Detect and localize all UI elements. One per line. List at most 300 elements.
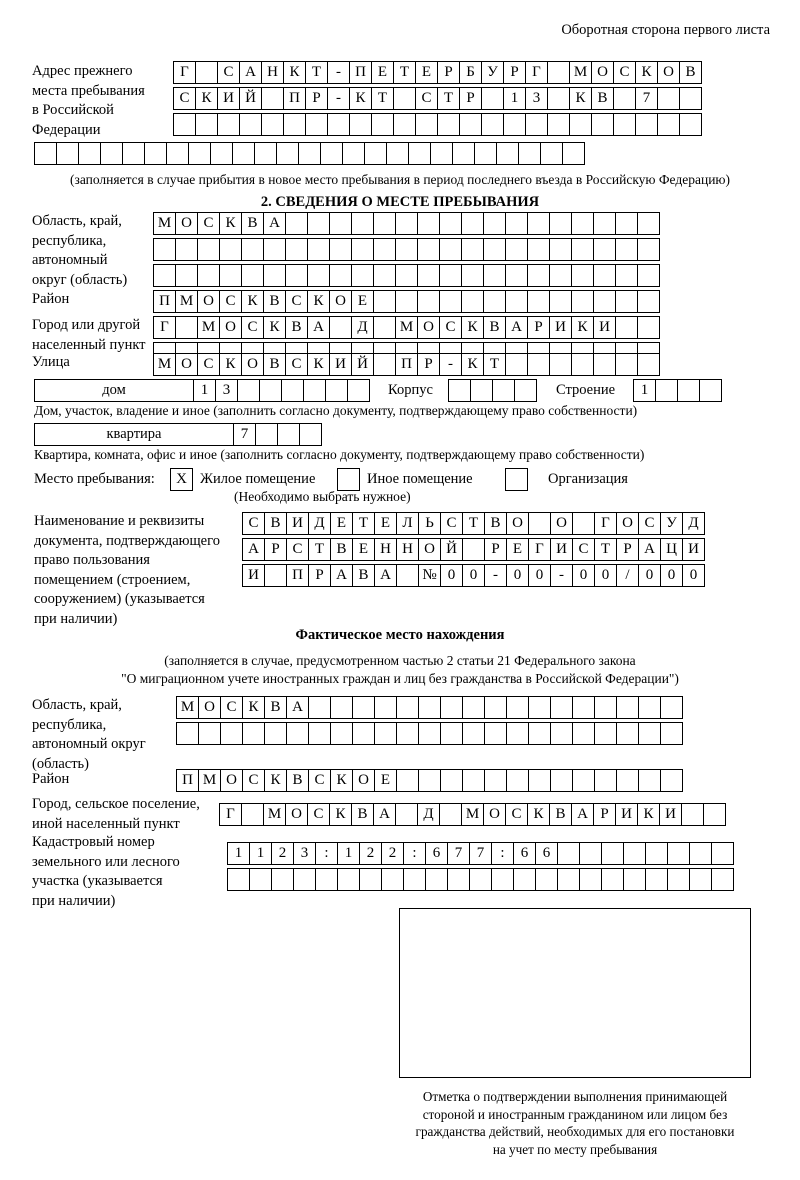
cadastral-cell[interactable]: 3 (293, 842, 316, 865)
prev-address-cell[interactable]: 3 (525, 87, 548, 110)
actual-region-cell[interactable] (506, 696, 529, 719)
actual-district-cell[interactable]: О (220, 769, 243, 792)
city-cell[interactable]: К (571, 316, 594, 339)
region-cell[interactable] (263, 238, 286, 261)
cadastral-cell[interactable] (535, 868, 558, 891)
region-cell[interactable] (593, 238, 616, 261)
actual-region-cell[interactable] (616, 696, 639, 719)
prev-address-cell[interactable] (430, 142, 453, 165)
street-cell[interactable]: Й (351, 353, 374, 376)
city-cell[interactable]: Г (153, 316, 176, 339)
cadastral-cell[interactable]: 1 (337, 842, 360, 865)
prev-address-cell[interactable]: Й (239, 87, 262, 110)
prev-address-cell[interactable] (503, 113, 526, 136)
street-cell[interactable]: М (153, 353, 176, 376)
document-cell[interactable]: Й (440, 538, 463, 561)
cadastral-cell[interactable]: 7 (469, 842, 492, 865)
actual-city-cell[interactable] (681, 803, 704, 826)
prev-address-cell[interactable] (283, 113, 306, 136)
region-cell[interactable] (549, 212, 572, 235)
prev-address-cell[interactable] (481, 87, 504, 110)
cadastral-cell[interactable] (271, 868, 294, 891)
cadastral-cell[interactable] (557, 842, 580, 865)
actual-city-cell[interactable]: К (527, 803, 550, 826)
actual-city-cell[interactable]: С (307, 803, 330, 826)
district-cell[interactable] (461, 290, 484, 313)
document-cell[interactable]: № (418, 564, 441, 587)
actual-region-cell[interactable]: О (198, 696, 221, 719)
place-type-option-1-box[interactable]: Х (170, 468, 193, 491)
cadastral-row-2[interactable] (227, 868, 733, 891)
prev-address-cell[interactable] (496, 142, 519, 165)
prev-address-cell[interactable]: Г (525, 61, 548, 84)
street-cell[interactable]: Т (483, 353, 506, 376)
actual-city-cell[interactable]: А (571, 803, 594, 826)
document-cell[interactable]: 0 (462, 564, 485, 587)
region-cell[interactable] (593, 264, 616, 287)
prev-address-cell[interactable] (408, 142, 431, 165)
prev-address-row-1[interactable] (173, 61, 701, 84)
house-cell[interactable]: 1 (193, 379, 216, 402)
actual-city-cell[interactable]: С (505, 803, 528, 826)
document-cell[interactable]: И (682, 538, 705, 561)
region-cell[interactable] (307, 212, 330, 235)
prev-address-cell[interactable] (657, 87, 680, 110)
document-cell[interactable]: Т (594, 538, 617, 561)
korpus-cell[interactable] (448, 379, 471, 402)
cadastral-cell[interactable] (579, 842, 602, 865)
prev-address-cell[interactable] (386, 142, 409, 165)
actual-district-cell[interactable] (594, 769, 617, 792)
actual-district-cell[interactable] (550, 769, 573, 792)
region-cell[interactable] (483, 238, 506, 261)
actual-region-cell[interactable] (572, 696, 595, 719)
street-row[interactable] (153, 353, 659, 376)
actual-region-cell[interactable] (374, 696, 397, 719)
prev-address-cell[interactable]: С (217, 61, 240, 84)
document-cell[interactable]: 0 (594, 564, 617, 587)
stroenie-cell[interactable] (677, 379, 700, 402)
cadastral-cell[interactable] (227, 868, 250, 891)
document-cell[interactable] (264, 564, 287, 587)
stamp-box[interactable] (399, 908, 751, 1078)
region-cell[interactable]: О (175, 212, 198, 235)
prev-address-cell[interactable] (261, 113, 284, 136)
cadastral-cell[interactable]: 1 (249, 842, 272, 865)
document-cell[interactable]: О (550, 512, 573, 535)
street-cell[interactable]: В (263, 353, 286, 376)
actual-region-cell[interactable] (352, 722, 375, 745)
cadastral-cell[interactable]: : (315, 842, 338, 865)
stroenie-cell[interactable] (655, 379, 678, 402)
prev-address-cell[interactable]: М (569, 61, 592, 84)
prev-address-cell[interactable] (613, 87, 636, 110)
street-cell[interactable]: - (439, 353, 462, 376)
prev-address-cell[interactable] (195, 61, 218, 84)
korpus-cell[interactable] (492, 379, 515, 402)
document-cell[interactable]: Е (330, 512, 353, 535)
document-cell[interactable]: Д (308, 512, 331, 535)
prev-address-cell[interactable] (239, 113, 262, 136)
region-cell[interactable] (439, 264, 462, 287)
actual-city-cell[interactable]: М (461, 803, 484, 826)
stroenie-cell[interactable] (699, 379, 722, 402)
cadastral-cell[interactable] (359, 868, 382, 891)
actual-city-cell[interactable]: К (329, 803, 352, 826)
actual-region-cell[interactable] (462, 696, 485, 719)
document-cell[interactable]: О (616, 512, 639, 535)
cadastral-cell[interactable]: 7 (447, 842, 470, 865)
cadastral-cell[interactable]: 6 (513, 842, 536, 865)
region-cell[interactable] (395, 264, 418, 287)
stroenie-digits[interactable] (633, 379, 721, 402)
district-cell[interactable]: Е (351, 290, 374, 313)
actual-district-cell[interactable] (616, 769, 639, 792)
region-cell[interactable] (153, 264, 176, 287)
house-cell[interactable] (303, 379, 326, 402)
region-cell[interactable] (373, 212, 396, 235)
prev-address-cell[interactable] (122, 142, 145, 165)
street-cell[interactable] (637, 353, 660, 376)
region-cell[interactable] (615, 264, 638, 287)
document-cell[interactable]: А (242, 538, 265, 561)
document-cell[interactable]: / (616, 564, 639, 587)
region-cell[interactable] (571, 264, 594, 287)
actual-region-row-2[interactable] (176, 722, 682, 745)
city-row-1[interactable] (153, 316, 659, 339)
prev-address-cell[interactable] (217, 113, 240, 136)
prev-address-cell[interactable] (173, 113, 196, 136)
actual-region-cell[interactable] (594, 696, 617, 719)
actual-city-cell[interactable]: А (373, 803, 396, 826)
actual-city-cell[interactable]: Р (593, 803, 616, 826)
district-cell[interactable]: О (197, 290, 220, 313)
actual-region-cell[interactable] (638, 696, 661, 719)
street-cell[interactable] (593, 353, 616, 376)
korpus-digits[interactable] (448, 379, 536, 402)
actual-region-cell[interactable] (484, 696, 507, 719)
document-cell[interactable]: С (440, 512, 463, 535)
document-cell[interactable]: С (286, 538, 309, 561)
cadastral-cell[interactable]: 1 (227, 842, 250, 865)
region-cell[interactable] (483, 264, 506, 287)
document-cell[interactable]: 0 (660, 564, 683, 587)
street-cell[interactable] (527, 353, 550, 376)
prev-address-cell[interactable] (452, 142, 475, 165)
prev-address-cell[interactable] (679, 113, 702, 136)
document-cell[interactable]: 0 (506, 564, 529, 587)
region-cell[interactable]: М (153, 212, 176, 235)
house-cell[interactable] (347, 379, 370, 402)
document-cell[interactable]: И (286, 512, 309, 535)
street-cell[interactable] (571, 353, 594, 376)
region-cell[interactable] (351, 264, 374, 287)
city-cell[interactable]: М (197, 316, 220, 339)
district-cell[interactable]: К (241, 290, 264, 313)
region-cell[interactable] (329, 238, 352, 261)
region-cell[interactable] (549, 264, 572, 287)
actual-region-cell[interactable] (176, 722, 199, 745)
cadastral-cell[interactable] (293, 868, 316, 891)
region-cell[interactable] (285, 212, 308, 235)
prev-address-cell[interactable] (540, 142, 563, 165)
cadastral-row-1[interactable] (227, 842, 733, 865)
city-cell[interactable] (373, 316, 396, 339)
document-cell[interactable]: Н (374, 538, 397, 561)
region-cell[interactable]: К (219, 212, 242, 235)
cadastral-cell[interactable] (689, 868, 712, 891)
document-cell[interactable]: Т (308, 538, 331, 561)
region-cell[interactable] (615, 212, 638, 235)
street-cell[interactable]: О (175, 353, 198, 376)
cadastral-cell[interactable] (337, 868, 360, 891)
region-cell[interactable] (373, 238, 396, 261)
region-cell[interactable] (483, 212, 506, 235)
region-row-1[interactable] (153, 212, 659, 235)
actual-city-cell[interactable]: Г (219, 803, 242, 826)
prev-address-cell[interactable] (166, 142, 189, 165)
region-cell[interactable] (527, 264, 550, 287)
prev-address-cell[interactable] (305, 113, 328, 136)
region-cell[interactable] (527, 238, 550, 261)
city-cell[interactable]: В (285, 316, 308, 339)
region-cell[interactable] (175, 238, 198, 261)
actual-region-cell[interactable] (308, 696, 331, 719)
region-cell[interactable] (219, 238, 242, 261)
district-cell[interactable] (373, 290, 396, 313)
city-cell[interactable]: Д (351, 316, 374, 339)
actual-region-cell[interactable] (198, 722, 221, 745)
region-row-3[interactable] (153, 264, 659, 287)
flat-cell[interactable] (277, 423, 300, 446)
region-cell[interactable]: С (197, 212, 220, 235)
prev-address-cell[interactable]: Р (305, 87, 328, 110)
street-cell[interactable]: И (329, 353, 352, 376)
actual-region-cell[interactable] (286, 722, 309, 745)
document-cell[interactable]: А (374, 564, 397, 587)
prev-address-cell[interactable]: И (217, 87, 240, 110)
cadastral-cell[interactable] (623, 868, 646, 891)
prev-address-cell[interactable]: В (591, 87, 614, 110)
prev-address-cell[interactable] (657, 113, 680, 136)
actual-district-cell[interactable]: С (308, 769, 331, 792)
document-cell[interactable]: Д (682, 512, 705, 535)
document-cell[interactable] (462, 538, 485, 561)
region-cell[interactable] (439, 212, 462, 235)
cadastral-cell[interactable]: 6 (535, 842, 558, 865)
actual-district-cell[interactable] (440, 769, 463, 792)
city-cell[interactable] (637, 316, 660, 339)
prev-address-cell[interactable] (459, 113, 482, 136)
prev-address-cell[interactable] (547, 61, 570, 84)
actual-region-cell[interactable] (528, 722, 551, 745)
region-cell[interactable] (307, 264, 330, 287)
prev-address-cell[interactable]: П (349, 61, 372, 84)
district-cell[interactable] (439, 290, 462, 313)
document-cell[interactable]: Р (264, 538, 287, 561)
cadastral-cell[interactable] (601, 868, 624, 891)
document-cell[interactable]: С (572, 538, 595, 561)
city-cell[interactable]: А (307, 316, 330, 339)
cadastral-cell[interactable] (667, 842, 690, 865)
prev-address-cell[interactable] (569, 113, 592, 136)
prev-address-row-3[interactable] (173, 113, 701, 136)
actual-region-row-1[interactable] (176, 696, 682, 719)
cadastral-cell[interactable] (381, 868, 404, 891)
cadastral-cell[interactable]: : (403, 842, 426, 865)
actual-district-cell[interactable]: О (352, 769, 375, 792)
region-cell[interactable] (593, 212, 616, 235)
actual-district-cell[interactable] (484, 769, 507, 792)
prev-address-cell[interactable]: А (239, 61, 262, 84)
actual-district-cell[interactable]: П (176, 769, 199, 792)
actual-region-cell[interactable] (264, 722, 287, 745)
region-cell[interactable] (351, 212, 374, 235)
actual-city-cell[interactable]: О (285, 803, 308, 826)
prev-address-cell[interactable]: - (327, 61, 350, 84)
prev-address-cell[interactable]: Т (305, 61, 328, 84)
actual-district-cell[interactable] (396, 769, 419, 792)
region-cell[interactable] (197, 238, 220, 261)
prev-address-cell[interactable]: О (591, 61, 614, 84)
stroenie-cell[interactable]: 1 (633, 379, 656, 402)
district-cell[interactable]: С (219, 290, 242, 313)
cadastral-cell[interactable]: 6 (425, 842, 448, 865)
document-cell[interactable]: О (506, 512, 529, 535)
document-cell[interactable]: В (264, 512, 287, 535)
region-cell[interactable] (637, 264, 660, 287)
document-cell[interactable]: Т (462, 512, 485, 535)
actual-region-cell[interactable] (462, 722, 485, 745)
actual-city-cell[interactable]: К (637, 803, 660, 826)
actual-region-cell[interactable] (308, 722, 331, 745)
document-cell[interactable]: Ц (660, 538, 683, 561)
street-cell[interactable]: О (241, 353, 264, 376)
document-row-3[interactable] (242, 564, 704, 587)
prev-address-cell[interactable] (415, 113, 438, 136)
actual-region-cell[interactable] (506, 722, 529, 745)
cadastral-cell[interactable] (645, 868, 668, 891)
city-cell[interactable]: С (241, 316, 264, 339)
city-cell[interactable]: О (219, 316, 242, 339)
prev-address-cell[interactable] (547, 113, 570, 136)
prev-address-cell[interactable]: Е (371, 61, 394, 84)
actual-region-cell[interactable] (638, 722, 661, 745)
prev-address-cell[interactable] (364, 142, 387, 165)
city-cell[interactable]: К (263, 316, 286, 339)
region-cell[interactable] (549, 238, 572, 261)
prev-address-cell[interactable]: К (569, 87, 592, 110)
street-cell[interactable]: Р (417, 353, 440, 376)
cadastral-cell[interactable]: 2 (359, 842, 382, 865)
cadastral-cell[interactable] (403, 868, 426, 891)
district-cell[interactable]: П (153, 290, 176, 313)
actual-region-cell[interactable] (418, 722, 441, 745)
actual-region-cell[interactable] (616, 722, 639, 745)
actual-city-cell[interactable]: И (659, 803, 682, 826)
document-cell[interactable]: У (660, 512, 683, 535)
prev-address-cell[interactable]: Н (261, 61, 284, 84)
prev-address-cell[interactable] (78, 142, 101, 165)
prev-address-row-2[interactable] (173, 87, 701, 110)
actual-region-cell[interactable]: М (176, 696, 199, 719)
street-cell[interactable] (373, 353, 396, 376)
district-cell[interactable] (571, 290, 594, 313)
actual-region-cell[interactable] (374, 722, 397, 745)
cadastral-cell[interactable] (667, 868, 690, 891)
district-cell[interactable]: О (329, 290, 352, 313)
document-cell[interactable]: Е (352, 538, 375, 561)
district-cell[interactable]: В (263, 290, 286, 313)
prev-address-cell[interactable] (195, 113, 218, 136)
prev-address-cell[interactable] (591, 113, 614, 136)
cadastral-cell[interactable]: : (491, 842, 514, 865)
prev-address-cell[interactable]: Р (503, 61, 526, 84)
cadastral-cell[interactable] (711, 842, 734, 865)
prev-address-cell[interactable]: С (613, 61, 636, 84)
document-cell[interactable]: Г (594, 512, 617, 535)
actual-city-cell[interactable] (395, 803, 418, 826)
city-cell[interactable]: О (417, 316, 440, 339)
house-cell[interactable] (281, 379, 304, 402)
document-cell[interactable]: 0 (440, 564, 463, 587)
actual-city-cell[interactable]: Д (417, 803, 440, 826)
district-cell[interactable] (549, 290, 572, 313)
region-cell[interactable] (307, 238, 330, 261)
document-cell[interactable]: Р (484, 538, 507, 561)
place-type-option-2-box[interactable] (337, 468, 360, 491)
prev-address-cell[interactable] (371, 113, 394, 136)
region-row-2[interactable] (153, 238, 659, 261)
prev-address-cell[interactable] (635, 113, 658, 136)
district-cell[interactable]: С (285, 290, 308, 313)
actual-region-cell[interactable] (396, 696, 419, 719)
prev-address-cell[interactable] (679, 87, 702, 110)
actual-district-cell[interactable] (528, 769, 551, 792)
prev-address-cell[interactable] (56, 142, 79, 165)
prev-address-cell[interactable]: 1 (503, 87, 526, 110)
actual-region-cell[interactable] (352, 696, 375, 719)
prev-address-cell[interactable]: У (481, 61, 504, 84)
region-cell[interactable]: В (241, 212, 264, 235)
document-cell[interactable] (572, 512, 595, 535)
document-cell[interactable]: 0 (572, 564, 595, 587)
city-cell[interactable] (329, 316, 352, 339)
region-cell[interactable] (571, 238, 594, 261)
prev-address-cell[interactable]: 7 (635, 87, 658, 110)
prev-address-cell[interactable]: О (657, 61, 680, 84)
city-cell[interactable]: В (483, 316, 506, 339)
document-cell[interactable]: И (242, 564, 265, 587)
flat-cell[interactable]: 7 (233, 423, 256, 446)
city-cell[interactable]: Р (527, 316, 550, 339)
prev-address-cell[interactable]: Т (393, 61, 416, 84)
actual-city-cell[interactable] (439, 803, 462, 826)
district-cell[interactable] (395, 290, 418, 313)
region-cell[interactable] (417, 238, 440, 261)
city-cell[interactable]: М (395, 316, 418, 339)
document-row-2[interactable] (242, 538, 704, 561)
actual-city-cell[interactable]: И (615, 803, 638, 826)
prev-address-cell[interactable] (320, 142, 343, 165)
district-row[interactable] (153, 290, 659, 313)
street-cell[interactable]: К (461, 353, 484, 376)
actual-city-cell[interactable]: В (351, 803, 374, 826)
actual-city-cell[interactable]: О (483, 803, 506, 826)
region-cell[interactable] (461, 238, 484, 261)
prev-address-cell[interactable] (547, 87, 570, 110)
cadastral-cell[interactable] (315, 868, 338, 891)
